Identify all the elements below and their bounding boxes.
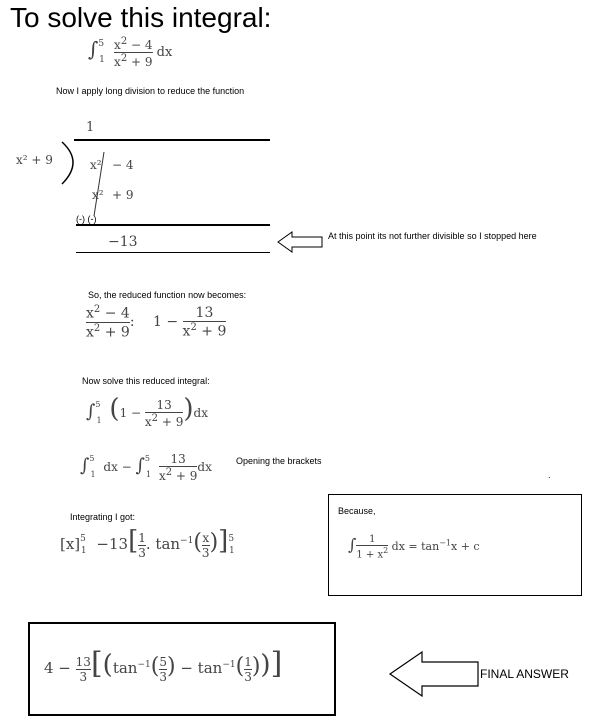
page-title: To solve this integral:: [10, 2, 272, 33]
dividend-minus4: − 4: [112, 158, 134, 172]
arrow-left-large-icon: [388, 650, 480, 698]
remainder: −13: [108, 234, 138, 250]
note-opening: Opening the brackets: [236, 456, 322, 466]
subtract-x2: x²: [92, 188, 104, 202]
subtract-line: [76, 224, 270, 226]
note-because: Because,: [338, 506, 376, 516]
note-stopped: At this point its not further divisible so I stopped here: [328, 231, 537, 241]
integral-main: ∫$^5_1$ $\frac{x^2 - 4}{x^2 + 9}$ dx: [88, 36, 173, 69]
divisor: x² + 9: [16, 153, 53, 167]
division-top-line: [74, 139, 270, 141]
dividend-x2: x²: [90, 158, 102, 172]
quotient: 1: [86, 120, 95, 135]
subtract-plus9: + 9: [112, 188, 134, 202]
final-expression: 4 − $\frac{13}{3}$ [($\tan^{-1}$( $\frac{5}{3}$ ) − $\tan^{-1}$( $\frac{1}{3}$ ))]: [44, 646, 283, 684]
note-solve-reduced: Now solve this reduced integral:: [82, 376, 210, 386]
final-answer-label: FINAL ANSWER: [480, 667, 569, 681]
remainder-line: [76, 252, 270, 253]
reduced-function: $\frac{x^2 - 4}{x^2 + 9}$ : 1 − $\frac{13}{x^2 + 9}$: [86, 304, 227, 341]
result-expression: $[x]^5_1 -13$[ $\frac{1}{3}$ . $\tan^{-1}$( $\frac{x}{3}$ )]$^5_1$: [60, 526, 235, 560]
note-integrating: Integrating I got:: [70, 512, 136, 522]
reduced-integral: ∫$^5_1$ (1 − $\frac{13}{x^2 + 9}$ )dx: [86, 394, 208, 429]
dot-mark: .: [548, 470, 551, 480]
identity-expression: ∫ $\frac{1}{1 + x^2}$ dx = $\tan^{-1}x + c$: [348, 534, 480, 561]
split-integral: ∫$^5_1$ dx − ∫$^5_1$ $\frac{13}{x^2 + 9}$ dx: [80, 452, 212, 483]
note-long-division: Now I apply long division to reduce the function: [56, 86, 245, 96]
note-reduced: So, the reduced function now becomes:: [88, 290, 247, 300]
minus-signs: (-) (-): [76, 214, 97, 224]
division-bracket: [60, 140, 86, 186]
arrow-left-icon: [276, 230, 324, 254]
strike-slash: [88, 150, 108, 220]
